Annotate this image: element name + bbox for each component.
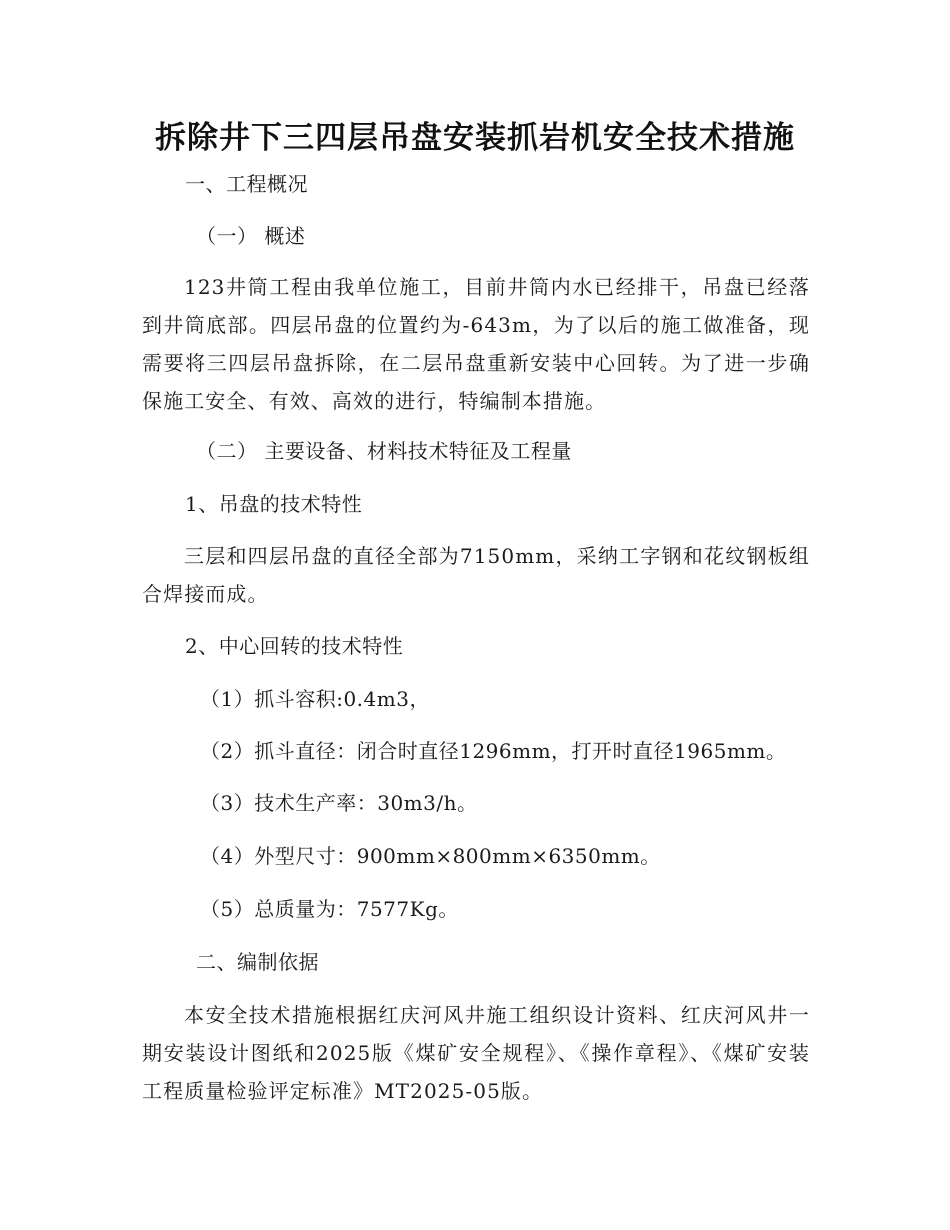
- document-title: 拆除井下三四层吊盘安装抓岩机安全技术措施: [155, 120, 795, 156]
- basis-paragraph-text: 本安全技术措施根据红庆河风井施工组织设计资料、红庆河风井一期安装设计图纸和2025版《煤矿安全规程》、《操作章程》、《煤矿安装工程质量检验评定标准》MT2025-05版。: [142, 1003, 810, 1103]
- basis-paragraph: [142, 996, 810, 1110]
- spec-item: （2）抓斗直径：闭合时直径1296mm，打开时直径1965mm。: [200, 739, 787, 763]
- overview-paragraph: [142, 268, 810, 420]
- spec-item: （3）技术生产率：30m3/h。: [200, 791, 478, 815]
- section-heading-overview: 一、工程概况: [185, 172, 308, 196]
- subsection-heading-equipment: （二） 主要设备、材料技术特征及工程量: [196, 439, 572, 463]
- spec-item: （4）外型尺寸：900mm×800mm×6350mm。: [200, 844, 661, 868]
- section-heading-basis: 二、编制依据: [196, 950, 319, 974]
- subsection-heading-summary: （一） 概述: [196, 224, 306, 248]
- spec-item: （1）抓斗容积:0.4m3，: [200, 687, 430, 711]
- scaffold-paragraph-text: 三层和四层吊盘的直径全部为7150mm，采纳工字钢和花纹钢板组合焊接而成。: [142, 544, 810, 606]
- overview-paragraph-text: 123井筒工程由我单位施工，目前井筒内水已经排干，吊盘已经落到井筒底部。四层吊盘的位置约为-643m，为了以后的施工做准备，现需要将三四层吊盘拆除，在二层吊盘重新安装中心回转。为了进一步确保施工安全、有效、高效的进行，特编制本措施。: [142, 275, 810, 413]
- item-heading-hanging-scaffold: 1、吊盘的技术特性: [185, 492, 363, 516]
- scaffold-paragraph: [142, 537, 810, 613]
- spec-item: （5）总质量为：7577Kg。: [200, 897, 459, 921]
- item-heading-center-rotation: 2、中心回转的技术特性: [185, 634, 404, 658]
